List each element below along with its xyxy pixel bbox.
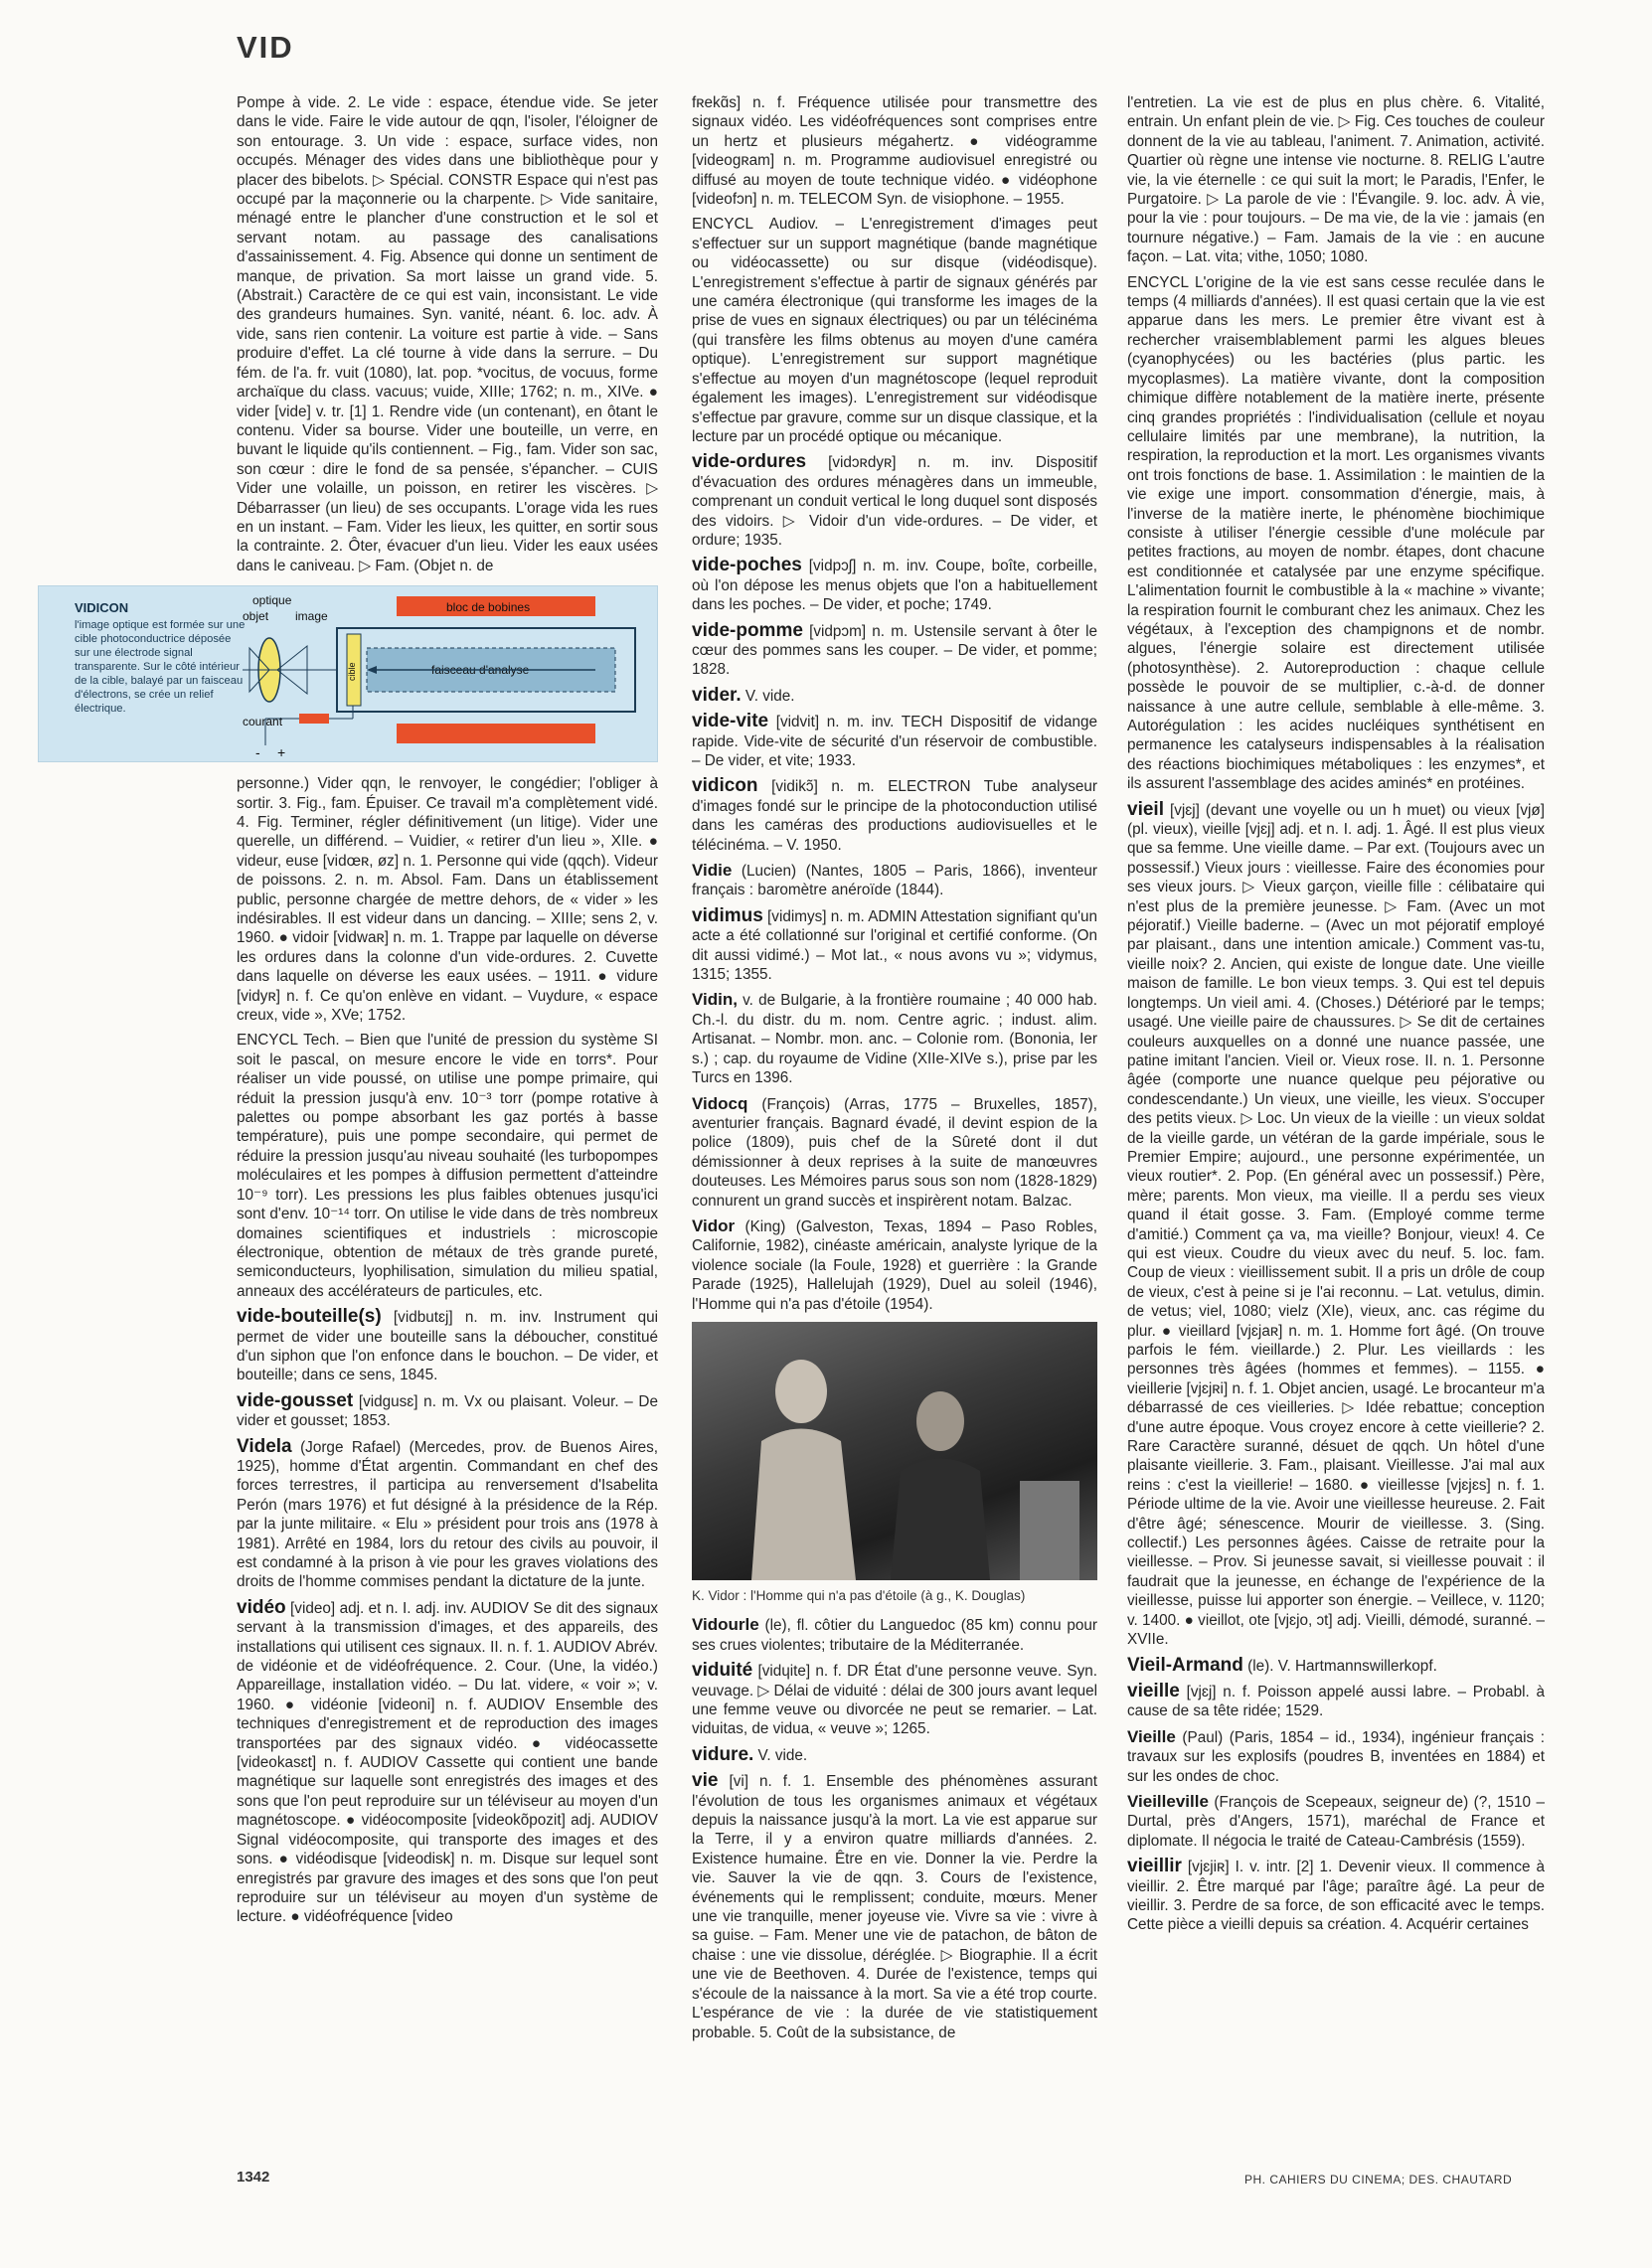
figure-left-body — [751, 1428, 856, 1580]
encyclo-audiov: ENCYCL Audiov. – L'enregistrement d'images peut s'effectuer sur un support magnétique (bande magnétique ou vidéocassette) ou sur disque (vidéodisque). L'enregistrement s'effectue à partir de signaux générés par une caméra électronique (qui transforme les images de la prise de vues en signaux électriques) ou par un télécinéma (qui transfère les films obtenus au moyen d'une caméra optique). L'enregistrement sur support magnétique s'effectue au moyen d'un magnétoscope (lequel reproduit également les images). L'enregistrement sur vidéodisque s'effectue par gravure, comme sur un disque classique, et la lecture par un procédé optique ou mécanique. — [692, 216, 1097, 445]
photo-figures — [692, 1322, 1097, 1580]
label-image: image — [295, 609, 328, 624]
entry-vidicon: vidicon [vidikɔ̃] n. m. ELECTRON Tube analyseur d'images fondé sur le principe de la photoconduction utilisé dans les caméras des productions audiovisuelles et le télécinéma. – V. 1950. — [692, 775, 1097, 854]
entry-vieillir: vieillir [vjɛjiʀ] I. v. intr. [2] 1. Devenir vieux. Il commence à vieillir. 2. Être marqué par l'âge; paraître âgé. La peur de vieillir. 3. Perdre de sa force, de son efficacité avec le temps. Cette pièce a vieilli depuis sa création. 4. Acquérir certaines — [1127, 1856, 1545, 1934]
background-object — [1020, 1481, 1079, 1580]
headword: Vidin, — [692, 990, 738, 1010]
headword: vide-ordures — [692, 451, 807, 473]
column-2 — [692, 93, 1097, 2048]
column-3 — [1127, 93, 1545, 1941]
headword: Vieilleville — [1127, 1791, 1209, 1811]
entry-vide-poches: vide-poches [vidpɔʃ] n. m. inv. Coupe, boîte, corbeille, où l'on dépose les menus objets que l'on a habituellement dans les poches. – De vider, et poche; 1749. — [692, 555, 1097, 614]
entry-vieil-armand: Vieil-Armand (le). V. Hartmannswillerkopf. — [1127, 1654, 1437, 1676]
figure-right-body — [891, 1458, 990, 1580]
entry-vidourle: Vidourle (le), fl. côtier du Languedoc (85 km) connu pour ses crues violentes; tributaire de la Méditerranée. — [692, 1615, 1097, 1654]
headword: Vidie — [692, 861, 733, 881]
headword: vide-gousset — [237, 1389, 354, 1411]
figure-caption: l'image optique est formée sur une cible photoconductrice déposée sur une électrode signal transparente. Sur le côté intérieur de la cible, balayé par un faisceau d'électrons, se crée un relief électrique. — [75, 619, 246, 716]
entry-vidin: Vidin, v. de Bulgarie, à la frontière roumaine ; 40 000 hab. Ch.-l. du distr. du m. nom. Centre agric. ; indust. alim. Artisanat. – Nombr. mon. anc. – Colonie rom. (Bononia, Ier s.) ; cap. du royaume de Vidine (XIIe-XIVe s.), prise par les Turcs en 1396. — [692, 990, 1097, 1087]
entry-vider-ref: vider. V. vide. — [692, 684, 795, 706]
label-cible: cible — [347, 662, 357, 682]
page-running-head: VID — [237, 30, 294, 65]
label-bobines: bloc de bobines — [446, 600, 531, 615]
image-credit: PH. CAHIERS DU CINEMA; DES. CHAUTARD — [1244, 2173, 1513, 2187]
film-still-photo — [692, 1322, 1097, 1580]
entry-vidocq: Vidocq (François) (Arras, 1775 – Bruxelles, 1857), aventurier français. Bagnard évadé, il devint espion de la police (1809), puis chef de la Sûreté dont il dut démissionner à deux reprises à la suite de manœuvres douteuses. Les Mémoires parus sous son nom (1828-1829) connurent un grand succès et inspirèrent notam. Balzac. — [692, 1093, 1097, 1210]
headword: Vieille — [1127, 1726, 1176, 1746]
encyclo-vie: ENCYCL L'origine de la vie est sans cesse reculée dans le temps (4 milliards d'années). Il est quasi certain que la vie est apparue dans les mers. Le premier être vivant est à rechercher vraisemblablement parmi les algues bleues (cyanophycées) ou les bactéries (plus partic. les mycoplasmes). La matière vivante, dont la composition chimique diffère notablement de la matière inerte, présente cinq grandes propriétés : l'individualisation (cellule et noyau cellulaire limités par une membrane), la nutrition, la respiration, la reproduction et la mort. Les organismes vivants ont trois fonctions de base. 1. Assimilation : le maintien de la vie exige une import. consommation d'énergie, mais, à l'inverse de la matière inerte, le phénomène biochimique consiste à utiliser l'énergie cessible d'une molécule par petites fractions, au moyen de nombr. étapes, dont chacune est conditionnée et catalysée par une enzyme spécifique. L'alimentation fournit le combustible à la « machine » vivante; la respiration fournit le comburant chez les animaux. Chez les végétaux, à l'exception des champignons et de nombr. algues, l'énergie solaire est directement utilisée (photosynthèse). 2. Autoreproduction : chaque cellule possède le pouvoir de se multiplier, c.-à-d. de donner naissance à une autre cellule, semblable à elle-même. 3. Autorégulation : les acides nucléiques synthétisent en permanence les catalyseurs indispensables à la réalisation des réactions biochimiques métaboliques : les enzymes*, et ils assurent l'assemblage des acides aminés* en protéines. — [1127, 273, 1545, 793]
entry-vidure: vidure. V. vide. — [692, 1743, 808, 1765]
battery-plus: + — [277, 744, 286, 761]
battery-minus: - — [255, 744, 260, 761]
headword: Vidor — [692, 1215, 736, 1235]
entry-vieil: vieil [vjɛj] (devant une voyelle ou un h muet) ou vieux [vjø] (pl. vieux), vieille [vjɛj] adj. et n. I. adj. 1. Âgé. Il est plus vieux que sa femme. Une vieille dame. – Par ext. (Toujours avec un possessif.) Vieux jours : vieillesse. Faire des économies pour ses vieux jours. ▷ Vieux garçon, vieille fille : célibataire qui n'est plus de la première jeunesse. ▷ Fam. (Avec un mot péjoratif.) Vieille baderne. – (Avec un mot péjoratif employé par plaisant., dans une intention amicale.) Comment vas-tu, vieille noix? 2. Ancien, qui existe de longue date. Une vieille maison de famille. Le bon vieux temps. 3. Qui est tel depuis longtemps. Un vieil ami. 4. (Choses.) Détérioré par le temps; usagé. Une vieille paire de chaussures. ▷ Se dit de certaines couleurs auxquelles on a donné une nuance passée, une patine imitant l'ancien. Vieil or. Vieux rose. II. n. 1. Personne âgée (comporte une nuance quelque peu péjorative ou condescendante.) Un vieux, une vieille, les vieux. S'occuper des petits vieux. ▷ Loc. Un vieux de la vieille : un vieux soldat de la vieille garde, un vétéran de la garde impériale, sous le Premier Empire; aujourd., une personne expérimentée, un vieux routier*. 2. Pop. (En général avec un possessif.) Père, mère; parents. Mon vieux, ma vieille. Il a perdu ses vieux quand il était gosse. 3. Fam. (Employé comme terme d'amitié.) Comment ça va, ma vieille? Bonjour, vieux! 4. Ce qui est vieux. Coudre du vieux avec du neuf. 5. loc. fam. Coup de vieux : vieillissement subit. Il a pris un drôle de coup de vieux, c'est à peine si je l'ai reconnu. – Lat. vetulus, dimin. de vetus; viel, 1080; vielz (XIe), vieux, anc. cas régime du plur. ● vieillard [vjɛjaʀ] n. m. 1. Homme fort âgé. (On trouve parfois le fém. vieillarde.) 2. Plur. Les vieillards : les personnes très âgées (hommes et femmes). – 1155. ● vieillerie [vjɛjʀi] n. f. 1. Objet ancien, usagé. Le brocanteur m'a débarrassé de ces vieilleries. ▷ Idée rebattue; conception d'une autre époque. Vous croyez encore à cette vieillerie? 2. Rare Caractère suranné, désuet de qqch. Un hôtel d'une plaisante vieillerie. 3. Fam., plaisant. Vieillesse. J'ai mal aux reins : c'est la vieillerie! – 1680. ● vieillesse [vjɛjɛs] n. f. 1. Période ultime de la vie. Avoir une vieillesse heureuse. 2. Fait d'être âgé; sénescence. Mourir de vieillesse. 3. (Sing. collectif.) Les personnes âgées. Caisse de retraite pour la vieillesse. – Prov. Si jeunesse savait, si vieillesse pouvait : il faudrait que la jeunesse, en échange de l'expérience de la vieillesse, puisse lui apporter son énergie. – Veillece, v. 1120; v. 1400. ● vieillot, ote [vjɛjo, ɔt] adj. Vieilli, démodé, suranné. – XVIIe. — [1127, 798, 1545, 1649]
label-objet: objet — [243, 609, 269, 624]
entry-vide-ordures: vide-ordures [vidɔʀdyʀ] n. m. inv. Dispositif d'évacuation des ordures ménagères dans un immeuble, comprenant un conduit vertical le long duquel sont disposés des vidoirs. ▷ Vidoir d'un vide-ordures. – De vider, et ordure; 1935. — [692, 451, 1097, 549]
headword: Videla — [237, 1435, 292, 1457]
headword: vide-pomme — [692, 619, 803, 641]
entry-vide-gousset: vide-gousset [vidgusɛ] n. m. Vx ou plaisant. Voleur. – De vider et gousset; 1853. — [237, 1389, 658, 1430]
label-optique: optique — [252, 593, 292, 608]
headword: viduité — [692, 1660, 753, 1682]
vidicon-diagram — [39, 586, 657, 761]
headword: Vidocq — [692, 1093, 748, 1113]
headword: vidicon — [692, 775, 758, 797]
headword: vieillir — [1127, 1856, 1182, 1877]
column-1 — [75, 93, 658, 1933]
headword: vider. — [692, 684, 742, 706]
entry-vie: vie [vi] n. f. 1. Ensemble des phénomènes assurant l'évolution de tous les organismes animaux et végétaux depuis la naissance jusqu'à la mort. La vie est apparue sur la Terre, il y a environ quatre milliards d'années. 2. Existence humaine. Être en vie. Donner la vie. Perdre la vie. Sauver la vie de qqn. 3. Cours de l'existence, événements qui le remplissent; conduite, mœurs. Mener une vie tranquille, mener joyeuse vie. Vivre sa vie : vivre à sa guise. – Fam. Mener une vie de patachon, de bâton de chaise : une vie dissolue, déréglée. ▷ Biographie. Il a écrit une vie de Beethoven. 4. Durée de l'existence, temps qui s'écoule de la naissance à la mort. Sa vie a été trop courte. L'espérance de vie : la durée de vie statistiquement probable. 5. Coût de la subsistance, de — [692, 1770, 1097, 2041]
figure-right-head — [916, 1391, 964, 1451]
entry-vie-continued: l'entretien. La vie est de plus en plus chère. 6. Vitalité, entrain. Un enfant plein de vie. ▷ Fig. Ces touches de couleur donnent de la vie au tableau, l'animent. 7. Animation, activité. Quartier où règne une intense vie nocturne. 8. RELIG L'autre vie, la vie éternelle : ce qui suit la mort; le Paradis, l'Enfer, le Purgatoire. ▷ La parole de vie : l'Évangile. 9. loc. adv. À vie, pour la vie : pour toujours. – De ma vie, de la vie : jamais (en tournure négative.) – Fam. Jamais de la vie : en aucune façon. – Lat. vita; vithe, 1050; 1080. — [1127, 94, 1545, 266]
headword: vidimus — [692, 904, 763, 926]
headword: Vieil-Armand — [1127, 1654, 1243, 1676]
headword: vidéo — [237, 1596, 286, 1618]
entry-vider: personne.) Vider qqn, le renvoyer, le congédier; l'obliger à sortir. 3. Fig., fam. Épuiser. Ce travail m'a complètement vidé. 4. Fig. Terminer, régler définitivement (un litige). Vider une querelle, un différend. – Vuidier, « retirer d'un lieu », XIIe. ● videur, euse [vidœʀ, øz] n. 1. Personne qui vide (qqch). Videur de poissons. 2. n. m. Absol. Fam. Dans un établissement public, personne chargée de mettre dehors, de « vider » les indésirables. Il est videur dans un dancing. – XIIIe; sens 2, v. 1960. ● vidoir [vidwaʀ] n. m. 1. Trappe par laquelle on déverse les ordures dans la colonne d'un vide-ordures. 2. Cuvette dans laquelle on déverse les eaux usées. – 1911. ● vidure [vidyʀ] n. f. Ce qu'on enlève en vidant. – Vuydure, « espace creux, vide », XVe; 1752. — [237, 775, 658, 1025]
headword: vieille — [1127, 1680, 1180, 1701]
label-courant: courant — [243, 715, 283, 729]
resistor — [299, 714, 329, 724]
headword: vide-bouteille(s) — [237, 1306, 382, 1328]
label-faisceau: faisceau d'analyse — [431, 663, 530, 678]
headword: vieil — [1127, 798, 1164, 820]
headword: vidure. — [692, 1743, 754, 1765]
entry-vieille-poisson: vieille [vjɛj] n. f. Poisson appelé aussi labre. – Probabl. à cause de sa tête ridée; 1529. — [1127, 1680, 1545, 1720]
headword: vie — [692, 1770, 719, 1792]
entry-vide-continued: Pompe à vide. 2. Le vide : espace, étendue vide. Se jeter dans le vide. Faire le vide autour de qqn, l'isoler, l'éloigner de son entourage. 3. Un vide : espace, surface vides, non occupés. Ménager des vides dans une bibliothèque pour y placer des bibelots. ▷ Spécial. CONSTR Espace qui n'est pas occupé par la maçonnerie ou la charpente. ▷ Vide sanitaire, ménagé entre le plancher d'une construction et le sol et servant notam. au passage des canalisations d'assainissement. 4. Fig. Absence qui donne un sentiment de manque, de privation. Sa mort laisse un grand vide. 5. (Abstrait.) Caractère de ce qui est vain, inconsistant. Le vide des grandeurs humaines. Syn. vanité, néant. 6. loc. adv. À vide, sans rien contenir. La voiture est partie à vide. – Sans produire d'effet. La clé tourne à vide dans la serrure. – Du fém. de l'a. fr. vuit (1080), lat. pop. *vocitus, de vocuus, forme archaïque du class. vacuus; vuide, XIIIe; 1762; n. m., XIVe. ● vider [vide] v. tr. [1] 1. Rendre vide (un contenant), en ôtant le contenu. Vider sa bourse. Vider une bouteille, un verre, en buvant le liquide qu'ils contiennent. – Fig., fam. Vider son sac, son cœur : dire le fond de sa pensée, s'épancher. – CUIS Vider une volaille, un poisson, en retirer les viscères. ▷ Débarrasser (un lieu) de ses occupants. L'orage vida les rues en un instant. – Fam. Vider les lieux, les quitter, en sortir sous la contrainte. 2. Ôter, évacuer d'un lieu. Vider les eaux usées dans le caniveau. ▷ Fam. (Objet n. de — [237, 94, 658, 574]
entry-viduite: viduité [vidɥite] n. f. DR État d'une personne veuve. Syn. veuvage. ▷ Délai de viduité : délai de 300 jours avant lequel une femme veuve ou divorcée ne peut se remarier. – Lat. viduitas, de vidua, « veuve »; 1265. — [692, 1660, 1097, 1738]
vidicon-figure — [38, 585, 658, 762]
entry-videofrequence-continued: fʀekɑ̃s] n. f. Fréquence utilisée pour transmettre des signaux vidéo. Les vidéofréquences sont comprises entre un hertz et plusieurs mégahertz. ● vidéogramme [videogʀam] n. m. Programme audiovisuel enregistré ou diffusé au moyen de toute technique vidéo. ● vidéophone [videofɔn] n. m. TELECOM Syn. de visiophone. – 1955. — [692, 94, 1097, 209]
entry-video: vidéo [video] adj. et n. I. adj. inv. AUDIOV Se dit des signaux servant à la transmission d'images, et des appareils, des installations qui utilisent ces signaux. II. n. f. 1. AUDIOV Abrév. de vidéonie et de vidéofréquence. 2. Cour. (Une, la vidéo.) Appareillage, installation vidéo. – Du lat. videre, « voir »; v. 1960. ● vidéonie [videoni] n. f. AUDIOV Ensemble des techniques d'enregistrement et de reproduction des images transportées par des signaux vidéo. ● vidéocassette [videokasɛt] n. f. AUDIOV Cassette qui contient une bande magnétique sur laquelle sont enregistrés des images et des sons que l'on peut reproduire sur un téléviseur au moyen d'un magnétoscope. ● vidéocomposite [videokõpozit] adj. AUDIOV Signal vidéocomposite, qui transporte des images et des sons. ● vidéodisque [videodisk] n. m. Disque sur lequel sont enregistrés par gravure des images et des sons que l'on peut reproduire sur un téléviseur au moyen d'un système de lecture. ● vidéofréquence [video — [237, 1596, 658, 1926]
figure-title: VIDICON — [75, 600, 129, 616]
headword: Vidourle — [692, 1615, 759, 1635]
entry-vieille-paul: Vieille (Paul) (Paris, 1854 – id., 1934), ingénieur français : travaux sur les explosifs (poudres B, inventées en 1884) et sur les ondes de choc. — [1127, 1726, 1545, 1785]
figure-left-head — [775, 1360, 827, 1423]
headword: vide-poches — [692, 555, 802, 576]
entry-videla: Videla (Jorge Rafael) (Mercedes, prov. de Buenos Aires, 1925), homme d'État argentin. Commandant en chef des forces terrestres, il participa au renversement d'Isabelita Perón (mars 1976) et fut désigné à la présidence de la Rép. par la junte militaire. « Elu » président pour trois ans (1978 à 1981). Arrêté en 1984, lors du retour des civils au pouvoir, il est condamné à la prison à vie pour les graves violations des droits de l'homme commises pendant la dictature de la junte. — [237, 1435, 658, 1591]
headword: vide-vite — [692, 711, 769, 732]
entry-vide-bouteille: vide-bouteille(s) [vidbutɛj] n. m. inv. Instrument qui permet de vider une bouteille sans la déboucher, constitué d'un siphon que l'on enfonce dans le bouchon. – De vider, et bouteille; dans ce sens, 1845. — [237, 1306, 658, 1384]
photo-caption: K. Vidor : l'Homme qui n'a pas d'étoile (à g., K. Douglas) — [692, 1587, 1026, 1603]
entry-vide-pomme: vide-pomme [vidpɔm] n. m. Ustensile servant à ôter le cœur des pommes sans les couper. – De vider, et pomme; 1828. — [692, 619, 1097, 679]
encyclo-tech: ENCYCL Tech. – Bien que l'unité de pression du système SI soit le pascal, on mesure encore le vide en torrs*. Pour réaliser un vide poussé, on utilise une pompe primaire, qui réduit la pression jusqu'à env. 10⁻³ torr (pompe rotative à palettes ou pompe absorbant les gaz portés à basse température), puis une pompe secondaire, qui permet de réduire la pression jusqu'au niveau souhaité (les turbopompes moléculaires et les pompes à diffusion permettent d'atteindre 10⁻⁹ torr). Les pressions les plus faibles obtenues jusqu'ici sont d'env. 10⁻¹⁴ torr. On utilise le vide dans de très nombreux domaines scientifiques et industriels : microscopie électronique, obtention de métaux de très grande pureté, semiconducteurs, lyophilisation, simulation du milieu spatial, anneaux des accélérateurs de particules, etc. — [237, 1032, 658, 1300]
entry-vidor: Vidor (King) (Galveston, Texas, 1894 – Paso Robles, Californie, 1982), cinéaste américain, analyste lyrique de la violence sociale (la Foule, 1928) et guerrière : la Grande Parade (1925), Hallelujah (1929), Duel au soleil (1946), l'Homme qui n'a pas d'étoile (1954). — [692, 1215, 1097, 1313]
entry-vidimus: vidimus [vidimys] n. m. ADMIN Attestation signifiant qu'un acte a été collationné sur l'original et certifié conforme. (On dit aussi vidimé.) – Mot lat., « nous avons vu »; vidymus, 1315; 1355. — [692, 904, 1098, 984]
page-number: 1342 — [237, 2169, 270, 2186]
coil-block-bottom — [397, 724, 595, 743]
entry-vieilleville: Vieilleville (François de Scepeaux, seigneur de) (?, 1510 – Durtal, près d'Angers, 1571), maréchal de France et diplomate. Il négocia le traité de Cateau-Cambrésis (1559). — [1127, 1791, 1545, 1850]
entry-vide-vite: vide-vite [vidvit] n. m. inv. TECH Dispositif de vidange rapide. Vide-vite de sécurité d'un réservoir de combustible. – De vider, et vite; 1933. — [692, 711, 1097, 769]
entry-vidie: Vidie (Lucien) (Nantes, 1805 – Paris, 1866), inventeur français : baromètre anéroïde (1844). — [692, 861, 1097, 899]
